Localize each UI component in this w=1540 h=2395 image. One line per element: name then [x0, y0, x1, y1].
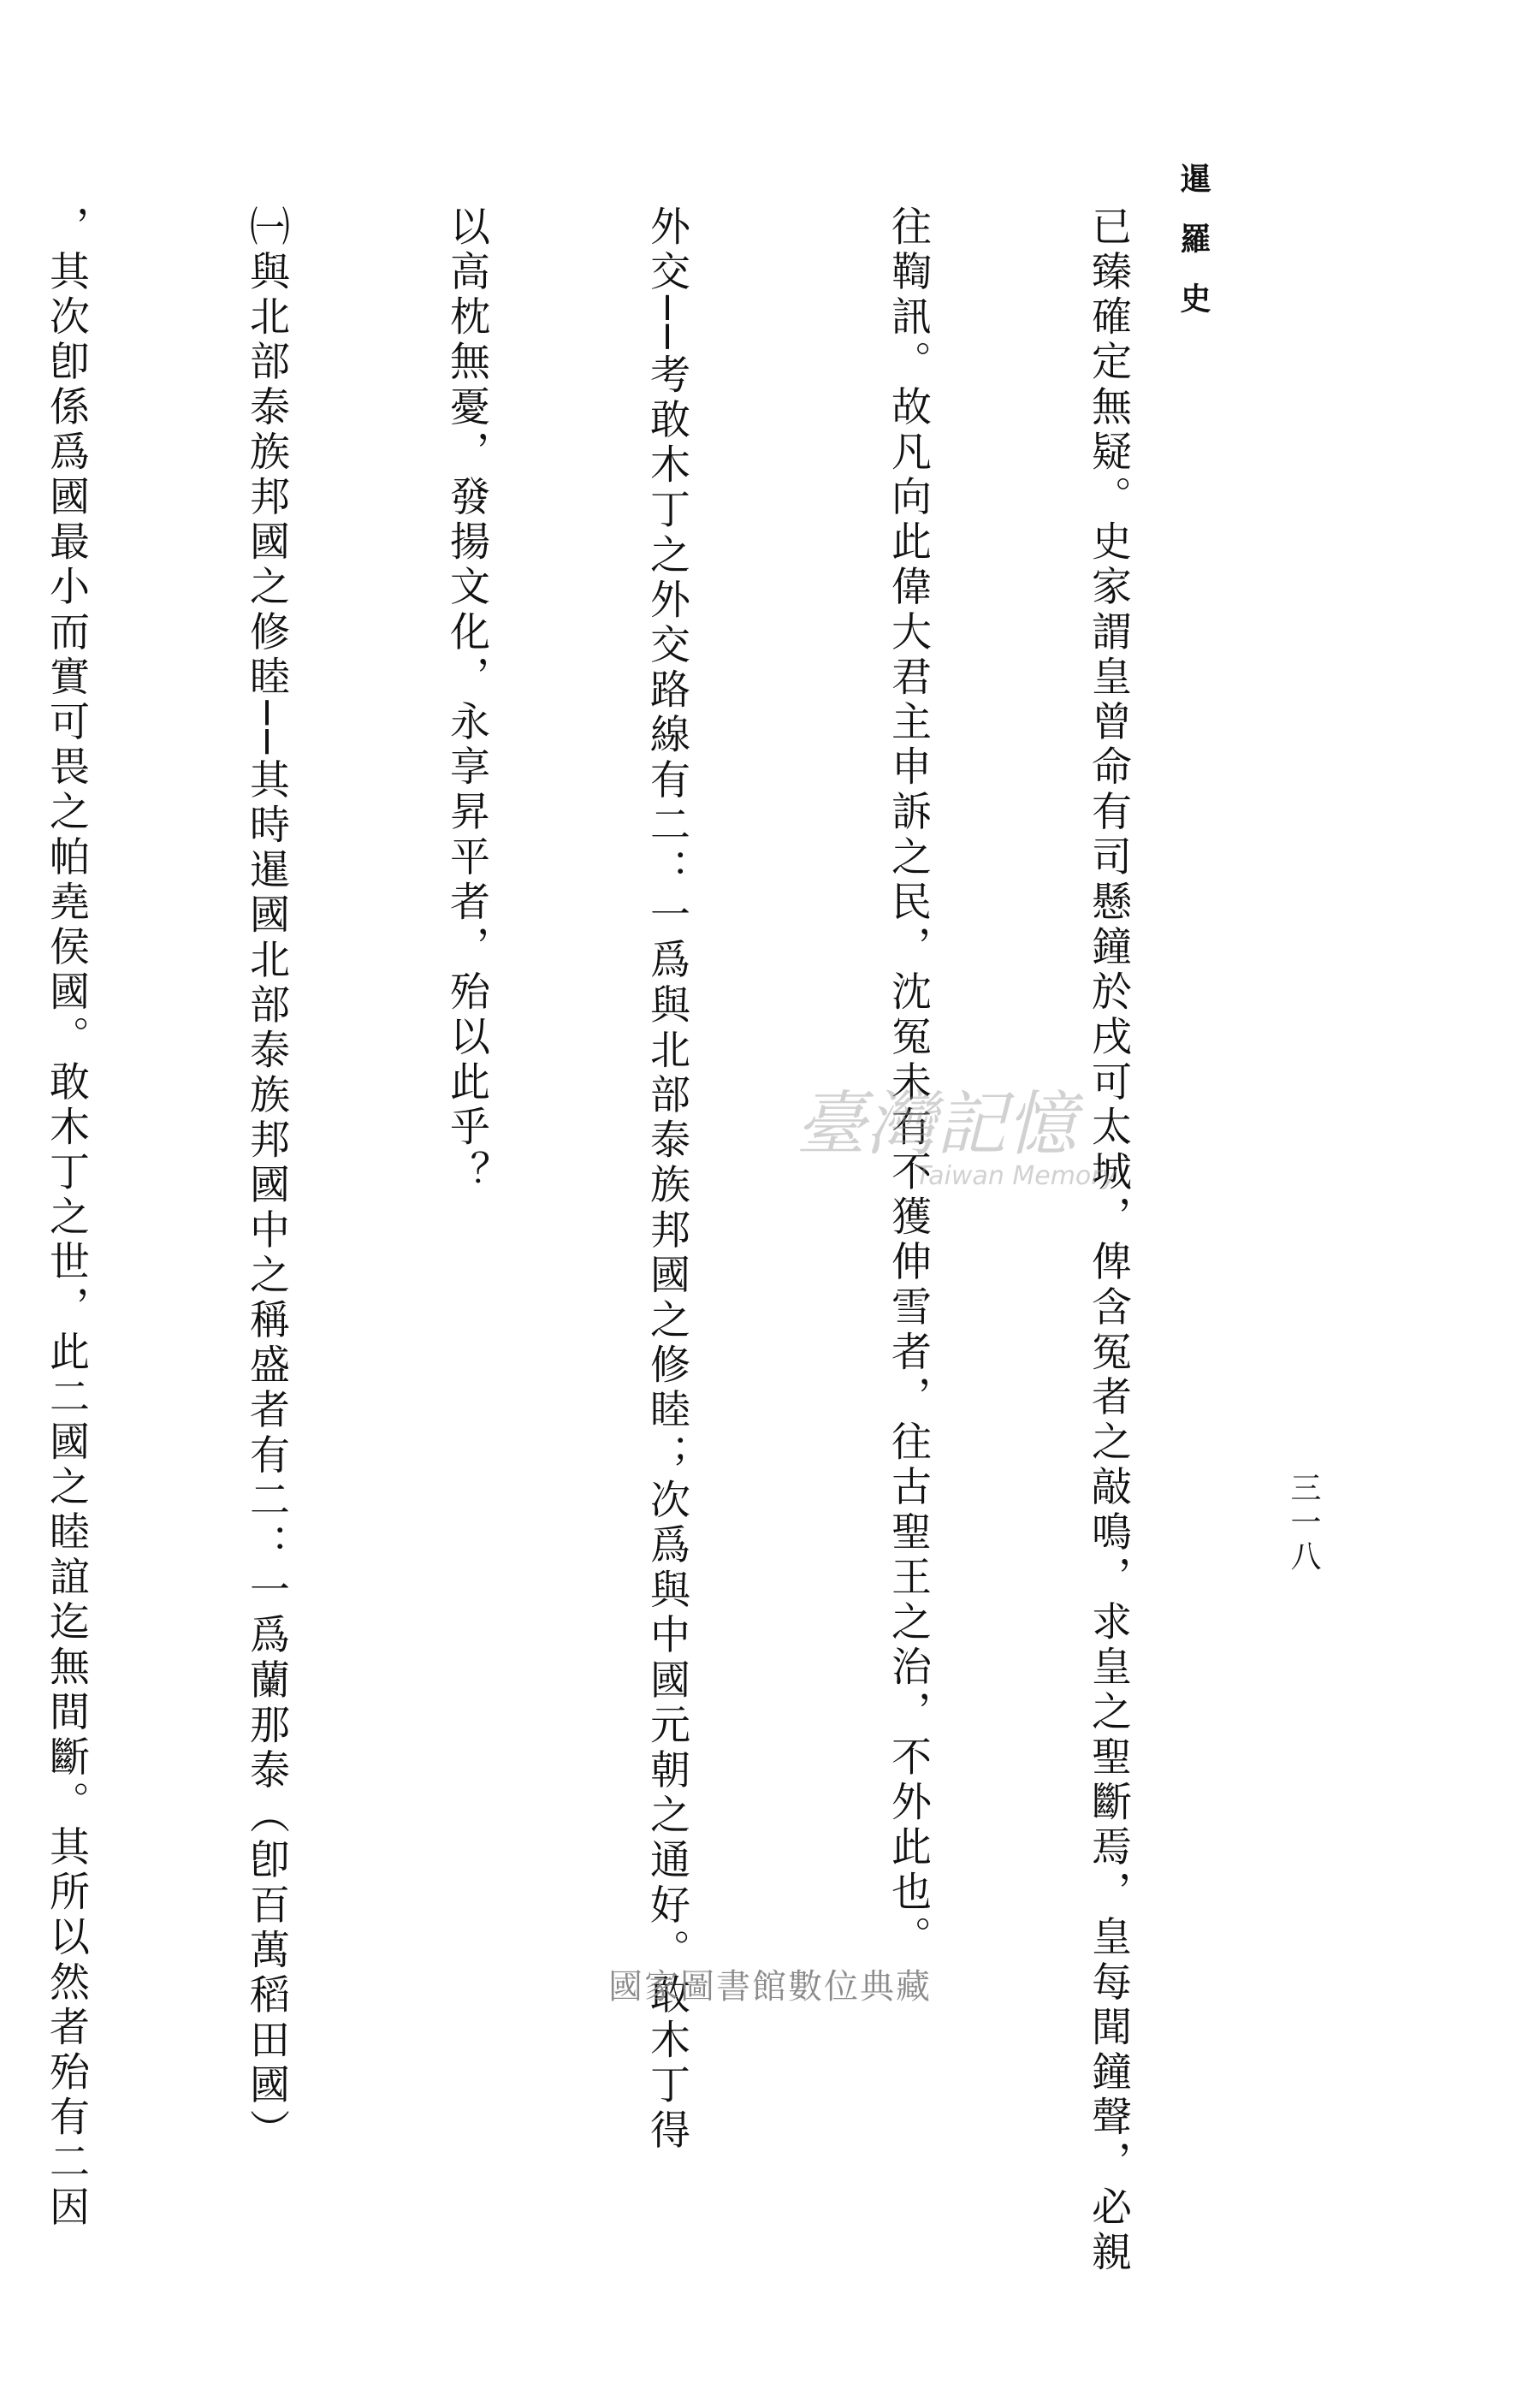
- text-column: ，其次卽係爲國最小而實可畏之帕堯侯國。敢木丁之世，此二國之睦誼迄無間斷。其所以然者殆有二因: [43, 205, 90, 2231]
- text-column: ㈠與北部泰族邦國之修睦──其時暹國北部泰族邦國中之稱盛者有二：一爲蘭那泰（卽百萬稻田國）: [243, 205, 290, 2154]
- watermark-english: Taiwan Memory: [915, 1161, 1117, 1191]
- running-header: 暹羅史: [1176, 163, 1211, 342]
- text-column: 以高枕無憂，發揚文化，永享昇平者，殆以此乎？: [443, 205, 490, 1196]
- library-footer: 國家圖書館數位典藏: [608, 1967, 932, 2007]
- page-number: 三一八: [1286, 1472, 1321, 1574]
- text-column: 往鞫訊。故凡向此偉大君主申訴之民，沈冤未有不獲伸雪者，往古聖王之治，不外此也。: [885, 205, 932, 1961]
- watermark-chinese: 臺灣記憶: [796, 1084, 1076, 1165]
- text-column: 外交──考敢木丁之外交路線有二：一爲與北部泰族邦國之修睦；次爲與中國元朝之通好。敢木丁得: [643, 205, 690, 2154]
- text-column: 已臻確定無疑。史家謂皇曾命有司懸鐘於戌可太城，俾含冤者之敲鳴，求皇之聖斷焉，皇每聞鐘聲，必親: [1085, 205, 1132, 2276]
